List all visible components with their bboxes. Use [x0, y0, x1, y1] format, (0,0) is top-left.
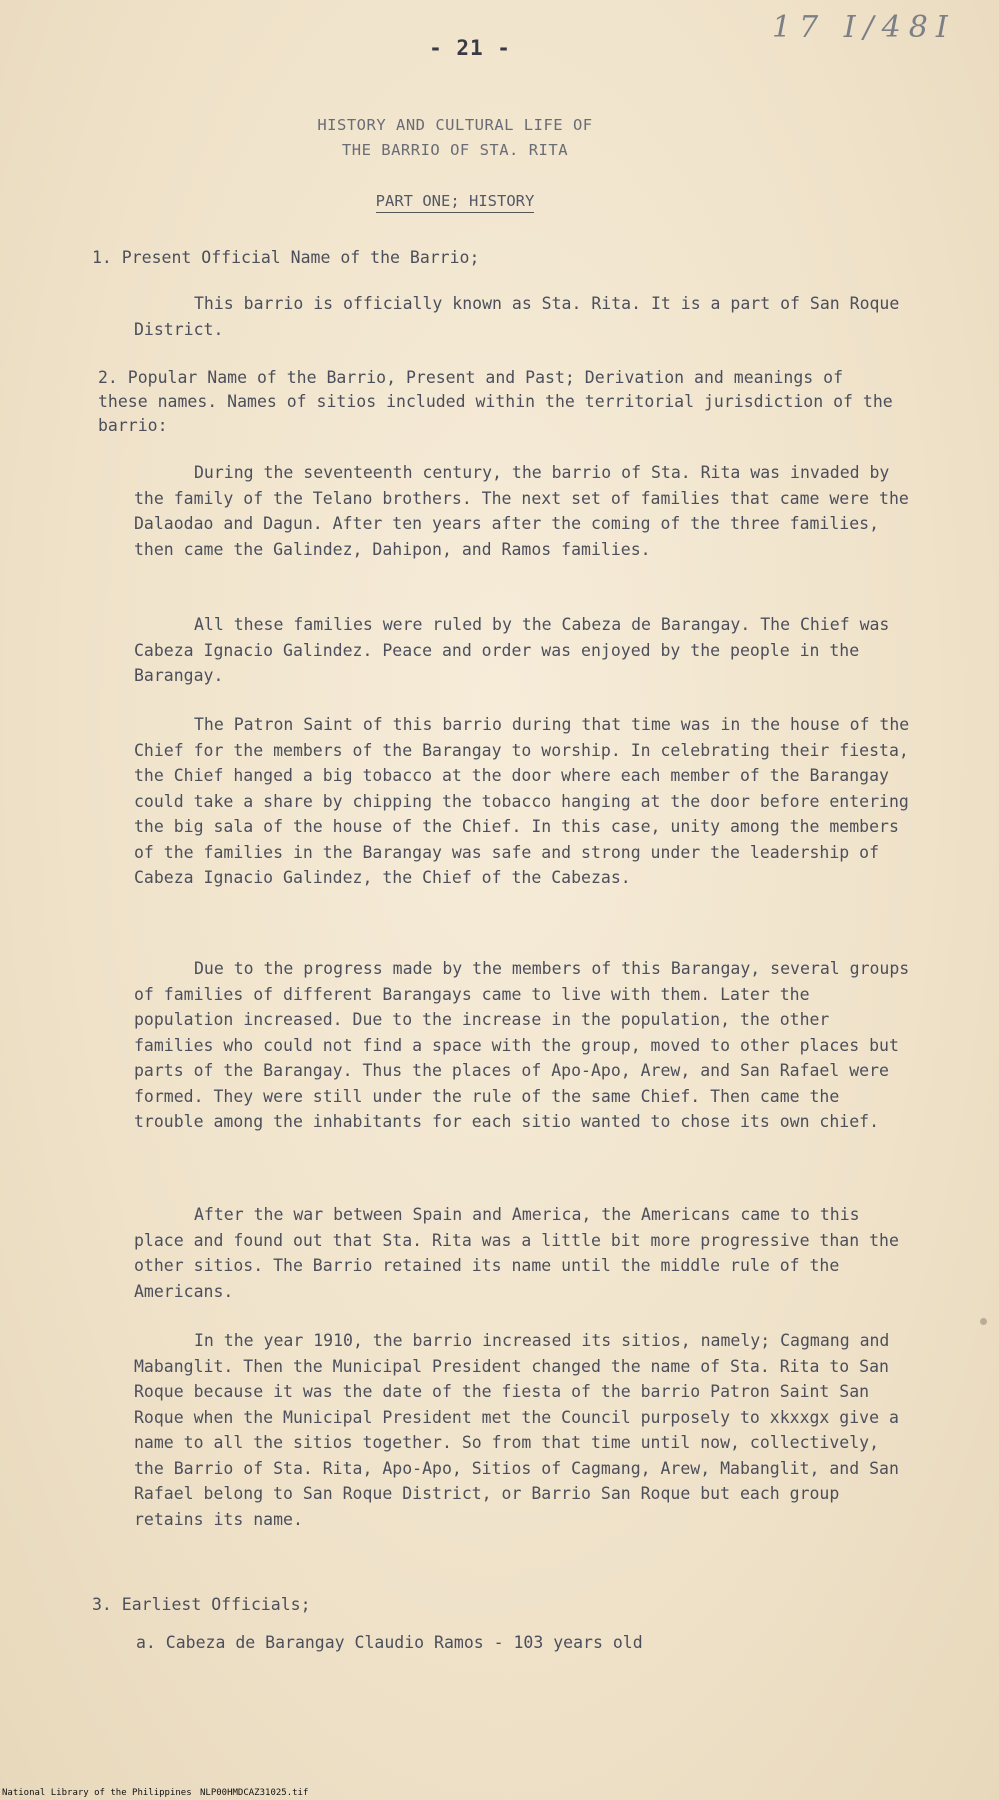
- footer-library: National Library of the Philippines: [2, 1788, 192, 1798]
- list-item: a. Cabeza de Barangay Claudio Ramos - 103 years old: [136, 1633, 643, 1652]
- title-line-1: HISTORY AND CULTURAL LIFE OF: [317, 116, 593, 134]
- paragraph: [134, 291, 914, 342]
- section-heading-1: 1. Present Official Name of the Barrio;: [92, 248, 480, 267]
- handwritten-note: 17 I/48I: [772, 10, 956, 45]
- section-heading-3: 3. Earliest Officials;: [92, 1595, 311, 1614]
- paper-speck: [980, 1318, 987, 1325]
- footer-file-id: NLP00HMDCAZ31025.tif: [200, 1788, 309, 1798]
- paragraph: [134, 460, 914, 562]
- paragraph-text: This barrio is officially known as Sta. Rita. It is a part of San Roque District.: [134, 294, 900, 339]
- section-heading-2: 2. Popular Name of the Barrio, Present and Past; Derivation and meanings of these names. Names of sitios included within the territorial jurisdiction of the barrio:: [98, 368, 893, 435]
- part-heading: [0, 192, 910, 210]
- paragraph-text: All these families were ruled by the Cabeza de Barangay. The Chief was Cabeza Ignacio Galindez. Peace and order was enjoyed by the people in the Barangay.: [134, 615, 890, 685]
- paragraph-text: The Patron Saint of this barrio during that time was in the house of the Chief for the members of the Barangay to worship. In celebrating their fiesta, the Chief hanged a big tobacco at the door where each member of the Barangay could take a share by chipping the tobacco hanging at the door before entering the big sala of the house of the Chief. In this case, unity among the members of the families in the Barangay was safe and strong under the leadership of Cabeza Ignacio Galindez, the Chief of the Cabezas.: [134, 715, 910, 887]
- paragraph-text: During the seventeenth century, the barrio of Sta. Rita was invaded by the family of the Telano brothers. The next set of families that came were the Dalaodao and Dagun. After ten years after the coming of the three families, then came the Galindez, Dahipon, and Ramos families.: [134, 463, 909, 559]
- paragraph: [134, 1328, 914, 1532]
- paragraph: [134, 612, 914, 689]
- paragraph: [134, 1202, 914, 1304]
- paragraph: [134, 956, 914, 1135]
- scan-footer: [0, 1787, 999, 1800]
- paragraph-text: After the war between Spain and America, the Americans came to this place and found out that Sta. Rita was a little bit more progressive than the other sitios. The Barrio retained its name until the middle rule of the Americans.: [134, 1205, 899, 1301]
- paragraph-text: In the year 1910, the barrio increased its sitios, namely; Cagmang and Mabanglit. Then the Municipal President changed the name of Sta. Rita to San Roque because it was the date of the fiesta of the barrio Patron Saint San Roque when the Municipal President met the Council purposely to xkxxgx give a name to all the sitios together. So from that time until now, collectively, the Barrio of Sta. Rita, Apo-Apo, Sitios of Cagmang, Arew, Mabanglit, and San Rafael belong to San Roque District, or Barrio San Roque but each group retains its name.: [134, 1331, 899, 1529]
- title-line-2: THE BARRIO OF STA. RITA: [341, 141, 569, 159]
- paragraph: [134, 712, 914, 891]
- part-heading-text: PART ONE; HISTORY: [376, 192, 535, 213]
- page-number: - 21 -: [429, 36, 511, 60]
- paragraph-text: Due to the progress made by the members of this Barangay, several groups of families of different Barangays came to live with them. Later the population increased. Due to the increase in the population, the other families who could not find a space with the group, moved to other places but parts of the Barangay. Thus the places of Apo-Apo, Arew, and San Rafael were formed. They were still under the rule of the same Chief. Then came the trouble among the inhabitants for each sitio wanted to chose its own chief.: [134, 959, 910, 1131]
